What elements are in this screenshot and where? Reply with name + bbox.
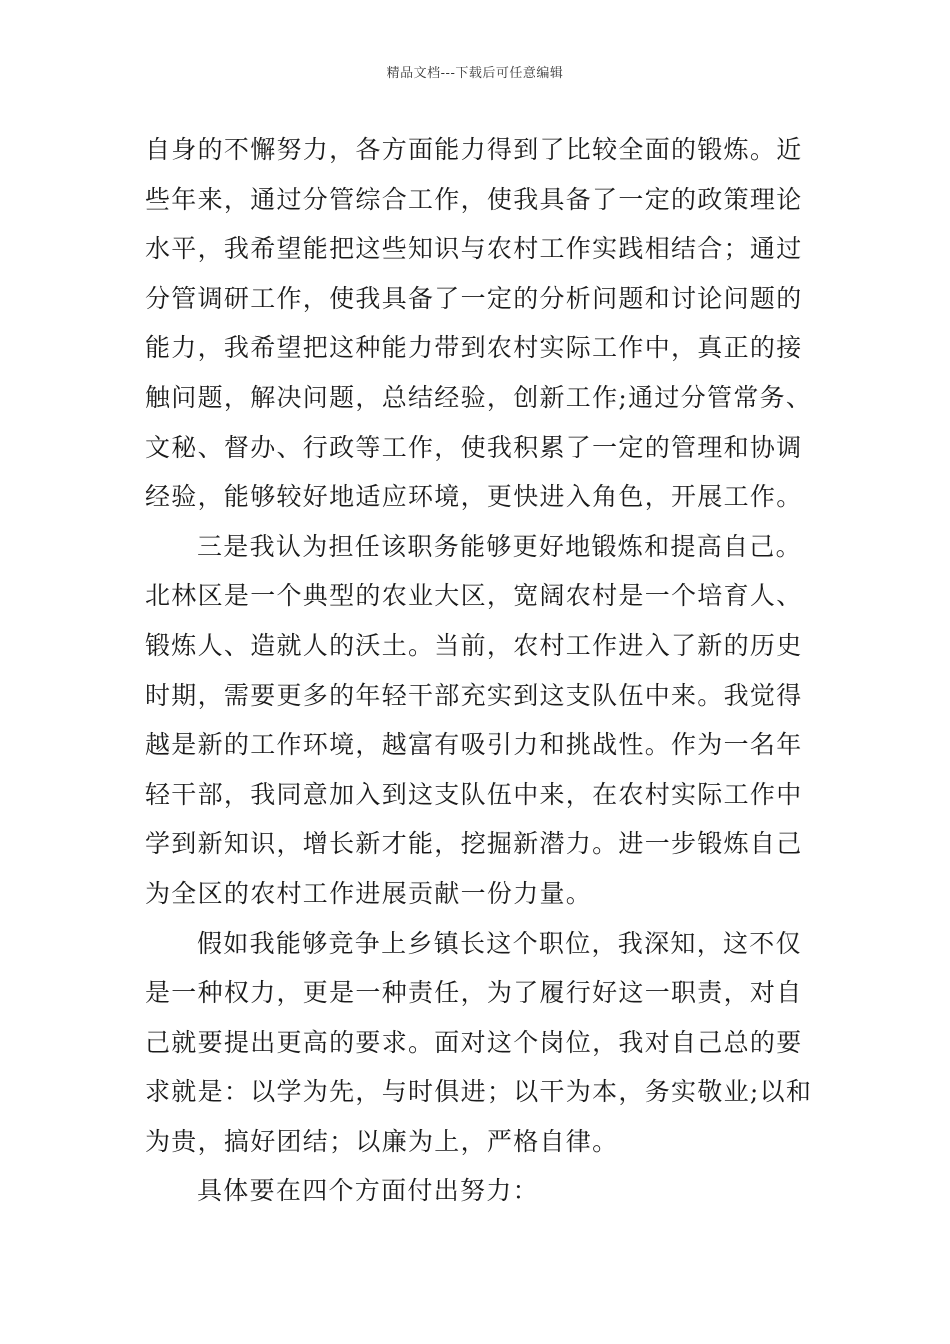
paragraph bbox=[145, 919, 813, 1167]
paragraph bbox=[145, 1166, 810, 1216]
page-header: 精品文档---下载后可任意编辑 bbox=[386, 66, 564, 81]
paragraph bbox=[145, 125, 813, 522]
text-line: 时期，需要更多的年轻干部充实到这支队伍中来。我觉得 bbox=[145, 680, 803, 710]
text-line: 北林区是一个典型的农业大区，宽阔农村是一个培育人、 bbox=[145, 581, 803, 611]
text-line: 学到新知识，增长新才能，挖掘新潜力。进一步锻炼自己 bbox=[145, 829, 803, 859]
text-line: 能力，我希望把这种能力带到农村实际工作中，真正的接 bbox=[145, 333, 803, 363]
text-line: 文秘、督办、行政等工作，使我积累了一定的管理和协调 bbox=[145, 432, 803, 462]
text-line: 具体要在四个方面付出努力： bbox=[197, 1176, 539, 1206]
text-line: 三是我认为担任该职务能够更好地锻炼和提高自己。 bbox=[197, 531, 802, 561]
text-line: 是一种权力，更是一种责任，为了履行好这一职责，对自 bbox=[145, 978, 803, 1008]
text-line: 触问题，解决问题，总结经验，创新工作;通过分管常务、 bbox=[145, 382, 813, 412]
text-line: 些年来，通过分管综合工作，使我具备了一定的政策理论 bbox=[145, 184, 803, 214]
text-line: 越是新的工作环境，越富有吸引力和挑战性。作为一名年 bbox=[145, 730, 803, 760]
text-line: 求就是：以学为先，与时俱进；以干为本，务实敬业;以和 bbox=[145, 1077, 813, 1107]
text-line: 为贵，搞好团结；以廉为上，严格自律。 bbox=[145, 1126, 619, 1156]
text-line: 水平，我希望能把这些知识与农村工作实践相结合；通过 bbox=[145, 234, 803, 264]
text-line: 自身的不懈努力，各方面能力得到了比较全面的锻炼。近 bbox=[145, 135, 803, 164]
paragraph bbox=[145, 522, 810, 919]
text-line: 己就要提出更高的要求。面对这个岗位，我对自己总的要 bbox=[145, 1027, 803, 1057]
text-line: 轻干部，我同意加入到这支队伍中来，在农村实际工作中 bbox=[145, 779, 803, 809]
document-body bbox=[145, 125, 813, 1216]
text-line: 假如我能够竞争上乡镇长这个职位，我深知，这不仅 bbox=[197, 928, 802, 958]
text-line: 分管调研工作，使我具备了一定的分析问题和讨论问题的 bbox=[145, 283, 803, 313]
text-line: 为全区的农村工作进展贡献一份力量。 bbox=[145, 878, 593, 908]
text-line: 经验，能够较好地适应环境，更快进入角色，开展工作。 bbox=[145, 482, 803, 512]
text-line: 锻炼人、造就人的沃土。当前，农村工作进入了新的历史 bbox=[145, 630, 803, 660]
